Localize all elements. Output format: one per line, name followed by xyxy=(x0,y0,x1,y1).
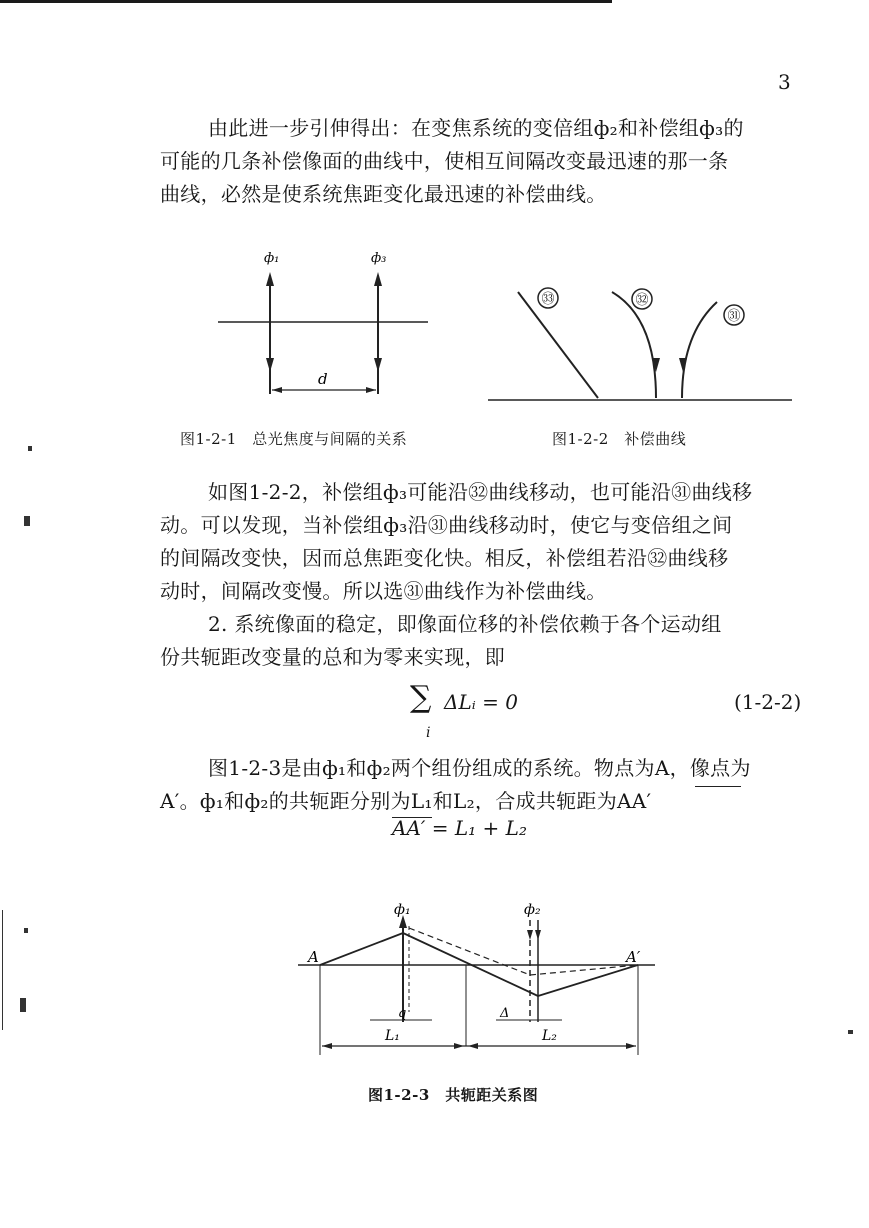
fig3-caption: 图1-2-3 共轭距关系图 xyxy=(368,1086,539,1104)
equation-sum-symbol: ∑ xyxy=(410,680,432,715)
scan-mark xyxy=(24,928,28,933)
fig3-label-A: A xyxy=(308,948,319,966)
fig3-phi2-arrow-a xyxy=(527,930,533,940)
fig3-dim-arrow-mid-left xyxy=(454,1043,464,1049)
fig3-ray-3 xyxy=(538,965,638,996)
equation-number: (1-2-2) xyxy=(734,690,802,714)
fig3-label-L1: L₁ xyxy=(385,1028,400,1044)
fig2-caption: 图1-2-2 补偿曲线 xyxy=(552,430,687,448)
paragraph-line: 如图1-2-2，补偿组ф₃可能沿㉜曲线移动，也可能沿㉛曲线移 xyxy=(208,480,753,504)
scan-mark xyxy=(28,446,32,451)
fig3-dim-arrow-mid-right xyxy=(468,1043,478,1049)
fig3-label-q: q xyxy=(398,1006,407,1021)
equation-sum-index: i xyxy=(426,725,431,741)
fig3-label-A-prime: A′ xyxy=(626,948,641,966)
fig1-label-phi3: ф₃ xyxy=(371,251,387,266)
fig3-ray-1 xyxy=(320,933,403,965)
scan-mark xyxy=(24,516,30,526)
paragraph-line: 可能的几条补偿像面的曲线中，使相互间隔改变最迅速的那一条 xyxy=(160,149,729,173)
fig3-ray-dashed-1 xyxy=(409,928,530,975)
page-number: 3 xyxy=(778,70,791,94)
paragraph-line: 图1-2-3是由ф₁和ф₂两个组份组成的系统。物点为A，像点为 xyxy=(208,756,751,780)
scan-mark xyxy=(848,1030,853,1034)
fig1-caption: 图1-2-1 总光焦度与间隔的关系 xyxy=(180,430,408,448)
paragraph-line: 份共轭距改变量的总和为零来实现，即 xyxy=(160,645,506,669)
fig2-label-32: ㉜ xyxy=(635,293,649,308)
paragraph-line: 动时，间隔改变慢。所以选㉛曲线作为补偿曲线。 xyxy=(160,579,607,603)
equation-body: ΔLᵢ = 0 xyxy=(444,690,518,714)
fig3-dim-arrow-left xyxy=(322,1043,332,1049)
fig1-label-phi1: ф₁ xyxy=(264,251,280,266)
paragraph-line: 的间隔改变快，因而总焦距变化快。相反，补偿组若沿㉜曲线移 xyxy=(160,546,729,570)
fig3-label-phi2: ф₂ xyxy=(524,902,541,918)
equation-2: AA′ = L₁ + L₂ xyxy=(392,816,527,840)
paragraph-line: 动。可以发现，当补偿组ф₃沿㉛曲线移动时，使它与变倍组之间 xyxy=(160,513,733,537)
scan-mark xyxy=(2,910,3,1030)
paragraph-line: 由此进一步引伸得出：在变焦系统的变倍组ф₂和补偿组ф₃的 xyxy=(208,116,744,140)
fig3-label-phi1: ф₁ xyxy=(394,902,411,918)
fig3-label-delta: Δ xyxy=(500,1006,510,1021)
paragraph-line: A′。ф₁和ф₂的共轭距分别为L₁和L₂，合成共轭距为AA′ xyxy=(160,789,652,813)
fig2-label-33: ㉝ xyxy=(541,292,555,307)
paragraph-line: 2. 系统像面的稳定，即像面位移的补偿依赖于各个运动组 xyxy=(208,612,722,636)
fig3-label-L2: L₂ xyxy=(542,1028,557,1044)
fig1-label-d: d xyxy=(318,370,328,388)
paragraph-line: 曲线，必然是使系统焦距变化最迅速的补偿曲线。 xyxy=(160,182,607,206)
fig3-dim-arrow-right xyxy=(626,1043,636,1049)
fig3-phi2-arrow-b xyxy=(535,930,541,940)
scan-mark xyxy=(20,998,26,1012)
fig2-label-31: ㉛ xyxy=(727,309,741,324)
